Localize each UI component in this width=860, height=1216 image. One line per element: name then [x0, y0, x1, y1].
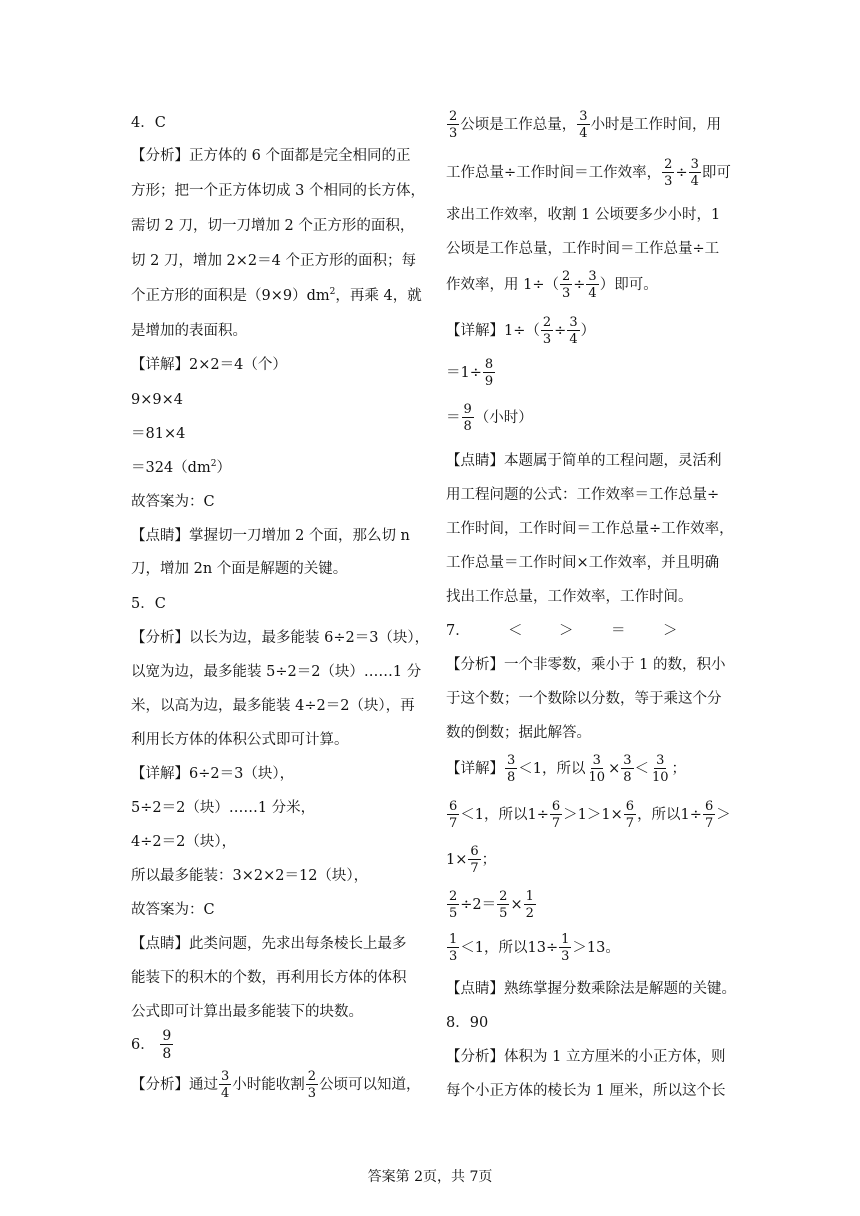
fraction: $\frac{3}{10}$ [588, 753, 606, 785]
q5-heading: 5．C [131, 596, 166, 612]
q4-heading: 4．C [131, 115, 166, 131]
q5-analysis-line: 以宽为边，最多能装 5÷2＝2（块）……1 分 [131, 664, 422, 680]
answer-symbol: ＞ [663, 623, 678, 639]
fraction: $\frac{1}{2}$ [525, 889, 534, 921]
fraction: $\frac{1}{3}$ [561, 932, 570, 964]
q7-detail-line: $\frac{2}{5}$ ÷2＝ $\frac{2}{5}$ × $\frac{1}{2}$ [449, 889, 534, 921]
answer-symbol: ＝ [611, 623, 626, 639]
q7-analysis-line: 数的倒数；据此解答。 [446, 725, 591, 741]
fraction: $\frac{3}{4}$ [579, 109, 588, 141]
answer-symbol: ＜ [508, 623, 523, 639]
q6-analysis-line: $\frac{2}{3}$ 公顷是工作总量， $\frac{3}{4}$ 小时是工作时间，用 [449, 109, 722, 141]
q7-detail-line: 1× $\frac{6}{7}$ ； [446, 844, 497, 876]
q5-analysis-line: 利用长方体的体积公式即可计算。 [131, 732, 349, 748]
fraction: $\frac{3}{4}$ [690, 157, 699, 189]
fraction: $\frac{6}{7}$ [449, 799, 458, 831]
q6-tip-line: 工作总量＝工作时间×工作效率，并且明确 [446, 555, 720, 571]
q5-detail-line: 所以最多能装：3×2×2＝12（块）， [131, 868, 369, 884]
fraction: $\frac{6}{7}$ [470, 844, 479, 876]
q4-analysis-line: 【分析】正方体的 6 个面都是完全相同的正 [131, 148, 411, 164]
q7-detail-line: $\frac{6}{7}$ ＜1，所以1÷ $\frac{6}{7}$ ＞1＞1× $\frac{6}{7}$ ，所以1÷ $\frac{6}{7}$ ＞ [449, 799, 731, 831]
q7-analysis-line: 于这个数；一个数除以分数，等于乘这个分 [446, 691, 722, 707]
fraction: $\frac{2}{3}$ [542, 315, 552, 347]
q4-tip-line: 【点睛】掌握切一刀增加 2 个面，那么切 n [131, 528, 410, 544]
q6-tip-line: 找出工作总量，工作效率，工作时间。 [446, 589, 693, 605]
answer-symbol: ＞ [559, 623, 574, 639]
q6-heading: 6． $\frac{9}{8}$ [131, 1028, 172, 1062]
q7-detail-line: $\frac{1}{3}$ ＜1，所以13÷ $\frac{1}{3}$ ＞13。 [449, 932, 620, 964]
q5-answer: 故答案为：C [131, 902, 215, 918]
fraction: $\frac{2}{3}$ [449, 109, 458, 141]
fraction: $\frac{3}{10}$ [652, 753, 669, 785]
q5-tip-line: 公式即可计算出最多能装下的块数。 [131, 1004, 363, 1020]
fraction: $\frac{2}{5}$ [449, 889, 458, 921]
fraction: $\frac{2}{3}$ [307, 1069, 317, 1101]
q6-tip-line: 用工程问题的公式：工作效率＝工作总量÷ [446, 487, 720, 503]
q5-detail-line: 4÷2＝2（块）， [131, 834, 237, 850]
q4-analysis-line: 个正方形的面积是$(9\times 9)dm^2$，再乘 4，就 [131, 287, 422, 304]
q5-tip-line: 能装下的积木的个数，再利用长方体的体积 [131, 970, 407, 986]
q7-detail-line: 【详解】 $\frac{3}{8}$ ＜1，所以 $\frac{3}{10}$ × $\frac{3}{8}$ ＜ $\frac{3}{10}$ ； [446, 753, 687, 785]
q4-detail-line: 【详解】2×2＝4（个） [131, 357, 287, 373]
q4-answer: 故答案为：C [131, 494, 215, 510]
fraction: $\frac{2}{3}$ [664, 157, 673, 189]
q4-detail-line: 9×9×4 [131, 392, 183, 408]
q4-analysis-line: 是增加的表面积。 [131, 323, 247, 339]
q6-detail-line: ＝1÷ $\frac{8}{9}$ [446, 357, 494, 389]
q8-heading: 8．90 [446, 1015, 489, 1031]
q6-tip-line: 工作时间，工作时间＝工作总量÷工作效率， [446, 521, 734, 537]
fraction: $\frac{3}{8}$ [623, 753, 632, 785]
q4-analysis-line: 切 2 刀，增加 2×2＝4 个正方形的面积；每 [131, 253, 416, 269]
q8-analysis-line: 每个小正方体的棱长为 1 厘米，所以这个长 [446, 1083, 726, 1099]
q7-heading: 7． ＜ ＞ ＝ ＞ [446, 620, 470, 642]
q6-analysis-line: 求出工作效率，收割 1 公顷要多少小时，1 [446, 207, 721, 223]
page-footer: 答案第 2页，共 7页 [367, 1169, 493, 1185]
q5-detail-line: 5÷2＝2（块）……1 分米， [131, 800, 316, 816]
fraction: $\frac{2}{5}$ [499, 889, 508, 921]
q7-tip-line: 【点睛】熟练掌握分数乘除法是解题的关键。 [446, 981, 736, 997]
fraction: $\frac{8}{9}$ [484, 357, 494, 389]
q6-analysis-line: 工作总量÷工作时间＝工作效率， $\frac{2}{3}$ ÷ $\frac{3}{4}$ 即可 [446, 157, 731, 189]
q4-tip-line: 刀，增加 2n 个面是解题的关键。 [131, 561, 348, 577]
q6-detail-line: ＝ $\frac{9}{8}$ （小时） [446, 402, 533, 434]
fraction: $\frac{6}{7}$ [704, 799, 714, 831]
q6-analysis-line: 作效率，用 1÷（ $\frac{2}{3}$ ÷ $\frac{3}{4}$ ）即可。 [446, 269, 658, 301]
fraction: $\frac{3}{4}$ [588, 269, 597, 301]
q5-detail-line: 【详解】6÷2＝3（块）， [131, 766, 295, 782]
fraction: $\frac{3}{4}$ [569, 315, 578, 347]
fraction: $\frac{3}{4}$ [221, 1069, 230, 1101]
fraction: $\frac{3}{8}$ [507, 753, 516, 785]
q6-tip-line: 【点睛】本题属于简单的工程问题，灵活利 [446, 453, 722, 469]
q5-tip-line: 【点睛】此类问题，先求出每条棱长上最多 [131, 936, 407, 952]
q6-analysis-line: 【分析】通过 $\frac{3}{4}$ 小时能收割 $\frac{2}{3}$ 公顷可以知道， [131, 1069, 421, 1101]
q5-analysis-line: 米，以高为边，最多能装 4÷2＝2（块），再 [131, 698, 415, 714]
q4-detail-line: ＝81×4 [131, 426, 186, 442]
fraction: $\frac{2}{3}$ [561, 269, 571, 301]
fraction: $\frac{6}{7}$ [625, 799, 635, 831]
fraction: $\frac{9}{8}$ [162, 1028, 172, 1062]
q5-analysis-line: 【分析】以长为边，最多能装 6÷2＝3（块）， [131, 630, 430, 646]
q8-analysis-line: 【分析】体积为 1 立方厘米的小正方体，则 [446, 1049, 726, 1065]
fraction: $\frac{9}{8}$ [463, 402, 472, 434]
q6-analysis-line: 公顷是工作总量，工作时间＝工作总量÷工 [446, 241, 720, 257]
q6-detail-line: 【详解】1÷（ $\frac{2}{3}$ ÷ $\frac{3}{4}$ ） [446, 315, 596, 347]
q7-analysis-line: 【分析】一个非零数，乘小于 1 的数，积小 [446, 657, 726, 673]
fraction: $\frac{1}{3}$ [449, 932, 458, 964]
q4-detail-line: $=324(dm^2)$ [131, 459, 231, 476]
q4-analysis-line: 需切 2 刀，切一刀增加 2 个正方形的面积， [131, 218, 415, 234]
q4-analysis-line: 方形；把一个正方体切成 3 个相同的长方体， [131, 183, 425, 199]
fraction: $\frac{6}{7}$ [551, 799, 561, 831]
